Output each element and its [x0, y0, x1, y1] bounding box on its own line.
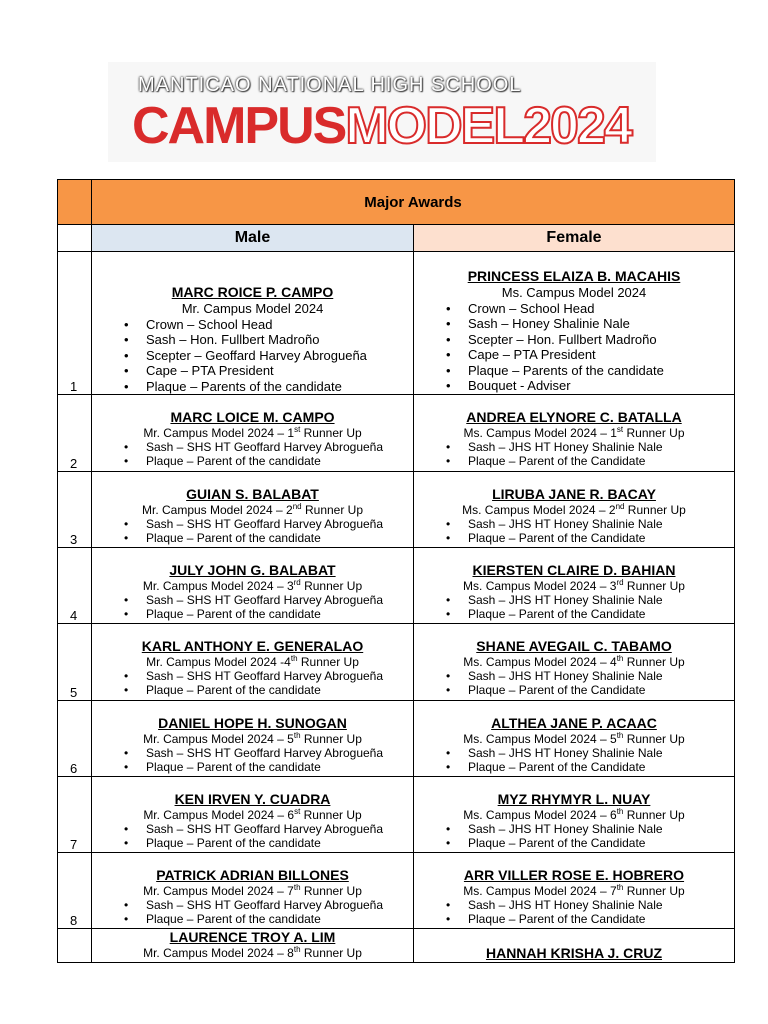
award-title-sup: st	[294, 807, 301, 816]
award-list	[414, 746, 734, 774]
award-item: • Scepter – Geoffard Harvey Abrogueña	[146, 348, 413, 364]
award-item: • Sash – SHS HT Geoffard Harvey Abrogueña	[146, 593, 413, 607]
male-candidate-cell	[92, 777, 414, 853]
rank-number: 2	[58, 395, 92, 472]
rank-number: 1	[58, 252, 92, 395]
award-title	[92, 655, 413, 669]
award-title	[414, 732, 734, 746]
award-title	[92, 946, 413, 960]
award-title	[414, 655, 734, 669]
female-candidate-cell	[414, 252, 735, 395]
award-title-title-pre: Mr. Campus Model 2024 – 5	[143, 732, 294, 746]
award-item: • Sash – Honey Shalinie Nale	[468, 316, 734, 332]
candidate-name: KIERSTEN CLAIRE D. BAHIAN	[472, 562, 676, 578]
award-title-title-pre: Ms. Campus Model 2024 – 1	[463, 426, 617, 440]
award-list	[92, 517, 413, 545]
table-row	[58, 624, 735, 701]
award-item: • Plaque – Parent of the Candidate	[468, 683, 734, 697]
award-title-title-pre: Mr. Campus Model 2024 -4	[146, 655, 291, 669]
award-item: • Plaque – Parent of the Candidate	[468, 760, 734, 774]
rank-number: 5	[58, 624, 92, 701]
award-list	[92, 317, 413, 395]
award-title-sup: th	[616, 883, 624, 892]
award-title-sup: th	[290, 654, 298, 663]
award-item: • Sash – JHS HT Honey Shalinie Nale	[468, 898, 734, 912]
candidate-name: SHANE AVEGAIL C. TABAMO	[476, 638, 672, 654]
table-header-row	[58, 180, 735, 225]
banner-campus-text: CAMPUS	[132, 97, 346, 155]
candidate-name: LAURENCE TROY A. LIM	[169, 929, 336, 945]
candidate-name: PRINCESS ELAIZA B. MACAHIS	[467, 268, 681, 284]
male-candidate-cell	[92, 853, 414, 929]
rank-number: 6	[58, 701, 92, 777]
award-list	[92, 746, 413, 774]
award-item: • Plaque – Parent of the Candidate	[468, 531, 734, 545]
award-item: • Sash – SHS HT Geoffard Harvey Abrogueña	[146, 440, 413, 454]
award-item: • Sash – JHS HT Honey Shalinie Nale	[468, 822, 734, 836]
award-title-title-pre: Mr. Campus Model 2024 – 3	[142, 579, 294, 593]
male-candidate-cell	[92, 548, 414, 624]
candidate-name: KEN IRVEN Y. CUADRA	[174, 791, 331, 807]
gender-header-row	[58, 225, 735, 252]
table-row	[58, 395, 735, 472]
female-candidate-cell	[414, 472, 735, 548]
award-list	[414, 593, 734, 621]
award-title-sup: nd	[615, 502, 625, 511]
award-title-sup: th	[616, 654, 624, 663]
award-item: • Sash – JHS HT Honey Shalinie Nale	[468, 440, 734, 454]
female-column-header: Female	[414, 225, 735, 252]
award-title	[92, 884, 413, 898]
award-title-title-pre: Ms. Campus Model 2024 – 7	[463, 884, 617, 898]
rank-number: 3	[58, 472, 92, 548]
major-awards-header: Major Awards	[92, 180, 735, 225]
award-item: • Cape – PTA President	[468, 347, 734, 363]
candidate-name: KARL ANTHONY E. GENERALAO	[141, 638, 364, 654]
award-item: • Scepter – Hon. Fullbert Madroño	[468, 332, 734, 348]
awards-table	[57, 179, 735, 963]
table-row	[58, 252, 735, 395]
candidate-name: ALTHEA JANE P. ACAAC	[491, 715, 657, 731]
award-title-title-post: Runner Up	[300, 426, 362, 440]
award-title	[414, 808, 734, 822]
award-title-title-pre: Mr. Campus Model 2024 – 7	[143, 884, 294, 898]
female-candidate-cell	[414, 624, 735, 701]
candidate-name: DANIEL HOPE H. SUNOGAN	[158, 715, 347, 731]
award-title-sup: th	[616, 731, 624, 740]
award-title-title-pre: Mr. Campus Model 2024 – 1	[143, 426, 295, 440]
award-title-title-post: Runner Up	[300, 579, 363, 593]
award-item: • Bouquet - Adviser	[468, 378, 734, 394]
award-list	[414, 898, 734, 926]
table-row	[58, 777, 735, 853]
male-candidate-cell	[92, 472, 414, 548]
award-title-sup: rd	[616, 578, 624, 587]
award-item: • Sash – SHS HT Geoffard Harvey Abrogueña	[146, 669, 413, 683]
award-item: • Crown – School Head	[468, 301, 734, 317]
female-candidate-cell	[414, 701, 735, 777]
award-title-sup: nd	[292, 502, 302, 511]
award-list	[414, 517, 734, 545]
award-title	[414, 579, 734, 593]
award-list	[414, 669, 734, 697]
award-list	[92, 593, 413, 621]
award-list	[92, 822, 413, 850]
award-item: • Sash – JHS HT Honey Shalinie Nale	[468, 593, 734, 607]
table-row	[58, 548, 735, 624]
table-row	[58, 853, 735, 929]
table-row	[58, 701, 735, 777]
rank-number: 7	[58, 777, 92, 853]
candidate-name: JULY JOHN G. BALABAT	[169, 562, 336, 578]
award-list	[414, 822, 734, 850]
header-corner-cell	[58, 180, 92, 225]
award-title-sup: th	[293, 945, 301, 954]
female-candidate-cell	[414, 548, 735, 624]
male-candidate-cell	[92, 395, 414, 472]
gender-corner-cell	[58, 225, 92, 252]
award-item: • Sash – SHS HT Geoffard Harvey Abrogueña	[146, 517, 413, 531]
award-title	[92, 808, 413, 822]
award-title-title-post: Runner Up	[297, 655, 359, 669]
candidate-name: LIRUBA JANE R. BACAY	[492, 486, 656, 502]
award-title-title-post: Runner Up	[623, 732, 685, 746]
award-title-title-post: Runner Up	[624, 503, 686, 517]
candidate-name: GUIAN S. BALABAT	[186, 486, 319, 502]
award-title-title-pre: Mr. Campus Model 2024 – 8	[143, 946, 294, 960]
award-item: • Sash – SHS HT Geoffard Harvey Abrogueña	[146, 746, 413, 760]
award-title-title-post: Runner Up	[623, 808, 685, 822]
award-item: • Sash – JHS HT Honey Shalinie Nale	[468, 746, 734, 760]
award-item: • Sash – JHS HT Honey Shalinie Nale	[468, 669, 734, 683]
award-title-title-post: Runner Up	[623, 426, 685, 440]
male-candidate-cell	[92, 624, 414, 701]
award-item: • Plaque – Parent of the Candidate	[468, 454, 734, 468]
award-title	[414, 884, 734, 898]
male-candidate-cell	[92, 929, 414, 963]
award-title-title-pre: Ms. Campus Model 2024 – 3	[463, 579, 617, 593]
award-item: • Plaque – Parent of the candidate	[146, 683, 413, 697]
award-item: • Plaque – Parent of the candidate	[146, 760, 413, 774]
award-item: • Sash – Hon. Fullbert Madroño	[146, 332, 413, 348]
award-title-sup: rd	[293, 578, 301, 587]
award-title-title-post: Runner Up	[300, 732, 362, 746]
award-item: • Plaque – Parent of the candidate	[146, 454, 413, 468]
award-title-title-pre: Ms. Campus Model 2024 – 4	[463, 655, 617, 669]
male-candidate-cell	[92, 701, 414, 777]
table-row	[58, 929, 735, 963]
award-title	[414, 426, 734, 440]
award-title-sup: st	[616, 425, 624, 434]
award-title-title-post: Runner Up	[623, 579, 685, 593]
award-item: • Cape – PTA President	[146, 363, 413, 379]
award-title	[92, 579, 413, 593]
male-column-header: Male	[92, 225, 414, 252]
award-title-title-post: Runner Up	[300, 808, 362, 822]
award-title-title-post: Runner Up	[623, 884, 685, 898]
award-item: • Plaque – Parent of the Candidate	[468, 836, 734, 850]
award-list	[414, 440, 734, 468]
award-item: • Sash – SHS HT Geoffard Harvey Abrogueña	[146, 822, 413, 836]
award-item: • Plaque – Parent of the candidate	[146, 531, 413, 545]
award-title	[92, 426, 413, 440]
award-item: • Sash – SHS HT Geoffard Harvey Abrogueña	[146, 898, 413, 912]
award-list	[414, 301, 734, 394]
female-candidate-cell	[414, 929, 735, 963]
candidate-name: HANNAH KRISHA J. CRUZ	[485, 945, 663, 961]
candidate-name: PATRICK ADRIAN BILLONES	[156, 867, 349, 883]
award-item: • Plaque – Parents of the candidate	[468, 363, 734, 379]
award-title-title-pre: Mr. Campus Model 2024 – 6	[143, 808, 295, 822]
award-title-title-post: Runner Up	[300, 946, 362, 960]
award-title	[414, 503, 734, 517]
table-row	[58, 472, 735, 548]
award-title-sup: th	[293, 883, 301, 892]
award-item: • Plaque – Parent of the Candidate	[468, 607, 734, 621]
candidate-name: MARC ROICE P. CAMPO	[171, 284, 334, 300]
award-title-title-pre: Ms. Campus Model 2024 – 2	[462, 503, 616, 517]
school-name: MANTICAO NATIONAL HIGH SCHOOL	[138, 74, 522, 96]
award-title-sup: st	[294, 425, 301, 434]
award-item: • Plaque – Parent of the Candidate	[468, 912, 734, 926]
candidate-name: MARC LOICE M. CAMPO	[170, 409, 335, 425]
award-item: • Plaque – Parent of the candidate	[146, 912, 413, 926]
award-list	[92, 898, 413, 926]
award-title-sup: th	[293, 731, 301, 740]
award-item: • Sash – JHS HT Honey Shalinie Nale	[468, 517, 734, 531]
award-title-title-pre: Ms. Campus Model 2024 – 5	[463, 732, 617, 746]
male-candidate-cell	[92, 252, 414, 395]
female-candidate-cell	[414, 395, 735, 472]
award-item: • Plaque – Parent of the candidate	[146, 836, 413, 850]
award-title-title-pre: Ms. Campus Model 2024 – 6	[463, 808, 617, 822]
award-item: • Plaque – Parent of the candidate	[146, 607, 413, 621]
award-title: Mr. Campus Model 2024	[181, 301, 324, 316]
award-title-title-post: Runner Up	[623, 655, 685, 669]
award-title-title-post: Runner Up	[301, 503, 364, 517]
award-title-title-pre: Mr. Campus Model 2024 – 2	[141, 503, 293, 517]
candidate-name: ARR VILLER ROSE E. HOBRERO	[463, 867, 685, 883]
banner-title	[132, 96, 631, 156]
award-list	[92, 440, 413, 468]
award-title-sup: th	[616, 807, 624, 816]
candidate-name: MYZ RHYMYR L. NUAY	[497, 791, 651, 807]
female-candidate-cell	[414, 853, 735, 929]
award-title	[92, 503, 413, 517]
candidate-name: ANDREA ELYNORE C. BATALLA	[466, 409, 682, 425]
female-candidate-cell	[414, 777, 735, 853]
award-item: • Crown – School Head	[146, 317, 413, 333]
award-item: • Plaque – Parents of the candidate	[146, 379, 413, 395]
rank-number	[58, 929, 92, 963]
event-banner	[108, 62, 656, 162]
rank-number: 8	[58, 853, 92, 929]
banner-model-text: MODEL2024	[345, 97, 631, 155]
award-title	[92, 732, 413, 746]
award-title-title-post: Runner Up	[300, 884, 362, 898]
award-title: Ms. Campus Model 2024	[501, 285, 647, 300]
award-list	[92, 669, 413, 697]
rank-number: 4	[58, 548, 92, 624]
